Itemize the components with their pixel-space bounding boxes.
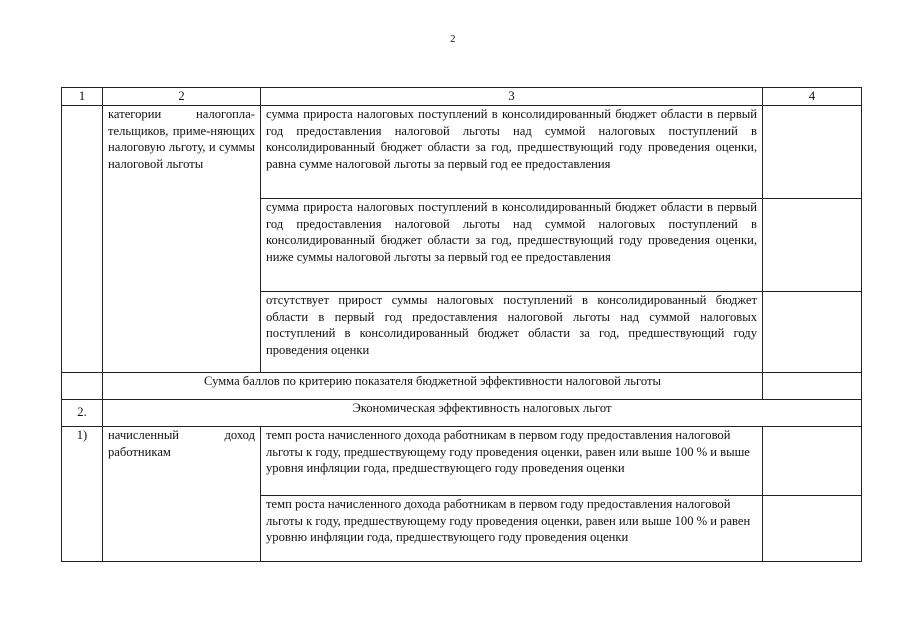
column-header-1: 1 xyxy=(62,88,103,106)
criterion-cell: отсутствует прирост суммы налоговых поступлений в консолидированный бюджет области в первый год предоставления налоговой льготы над суммой налоговых поступлений в консолидированный бюджет области за год, предшествующий году проведения оценки xyxy=(261,292,763,373)
row-number: 1) xyxy=(62,427,103,562)
criterion-cell: сумма прироста налоговых поступлений в консолидированный бюджет области в первый год предоставления налоговой льготы над суммой налоговых поступлений в консолидированный бюджет области за год, предшествующий году проведения оценки, равна сумме налоговой льготы за первый год ее предоставления xyxy=(261,106,763,199)
criteria-table xyxy=(61,87,862,562)
section-title: Экономическая эффективность налоговых льгот xyxy=(103,400,862,427)
criterion-cell: темп роста начисленного дохода работникам в первом году предоставления налоговой льготы к году, предшествующему году проведения оценки, равен или выше 100 % и выше уровня инфляции года, предшествующего году проведения оценки xyxy=(261,427,763,496)
sum-row xyxy=(62,373,862,400)
row-number-cell xyxy=(62,106,103,373)
sum-row-label: Сумма баллов по критерию показателя бюджетной эффективности налоговой льготы xyxy=(103,373,763,400)
section-number: 2. xyxy=(62,400,103,427)
page-number: 2 xyxy=(450,33,456,45)
section-row xyxy=(62,400,862,427)
score-cell xyxy=(763,106,862,199)
score-cell xyxy=(763,199,862,292)
column-header-3: 3 xyxy=(261,88,763,106)
category-cell: категории налогопла-тельщиков, приме-няющих налоговую льготу, и суммы налоговой льготы xyxy=(103,106,261,373)
table-row xyxy=(62,106,862,199)
table-header-row xyxy=(62,88,862,106)
column-header-4: 4 xyxy=(763,88,862,106)
criterion-cell: сумма прироста налоговых поступлений в консолидированный бюджет области в первый год предоставления налоговой льготы над суммой налоговых поступлений в консолидированный бюджет области за год, предшествующий году проведения оценки, ниже суммы налоговой льготы за первый год ее предоставления xyxy=(261,199,763,292)
criterion-cell: темп роста начисленного дохода работникам в первом году предоставления налоговой льготы к году, предшествующему году проведения оценки, равен или выше 100 % и равен уровню инфляции года, предшествующего году проведения оценки xyxy=(261,496,763,562)
indicator-cell: начисленный доход работникам xyxy=(103,427,261,562)
table-row xyxy=(62,427,862,496)
score-cell xyxy=(763,373,862,400)
row-number-cell xyxy=(62,373,103,400)
score-cell xyxy=(763,292,862,373)
score-cell xyxy=(763,496,862,562)
column-header-2: 2 xyxy=(103,88,261,106)
score-cell xyxy=(763,427,862,496)
